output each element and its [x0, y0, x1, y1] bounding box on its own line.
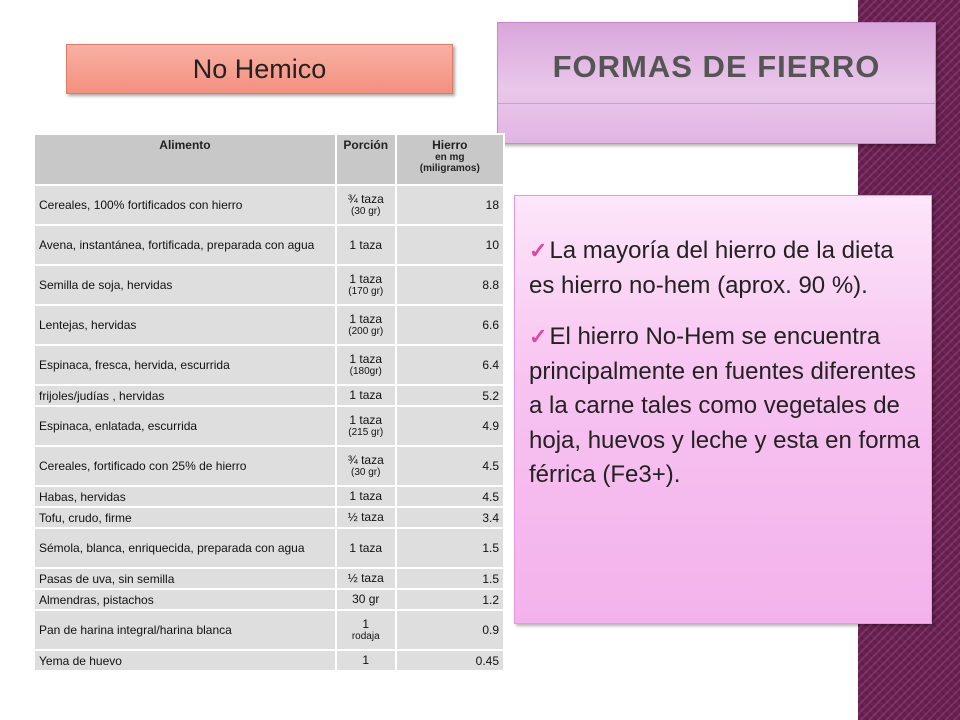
table-row: [35, 226, 503, 264]
cell-portion: [337, 266, 395, 304]
cell-portion: [337, 590, 395, 609]
cell-food: Cereales, fortificado con 25% de hierro: [35, 447, 335, 485]
cell-food: frijoles/judías , hervidas: [35, 386, 335, 405]
checkmark-icon: ✓: [529, 324, 548, 349]
cell-iron: 18: [397, 186, 503, 224]
iron-table-container: [33, 133, 505, 689]
cell-portion: [337, 508, 395, 527]
header-iron: [397, 135, 503, 184]
table-row: [35, 266, 503, 304]
table-body: [35, 186, 503, 670]
cell-food: Sémola, blanca, enriquecida, preparada con agua: [35, 529, 335, 567]
cell-portion: [337, 611, 395, 649]
cell-food: Lentejas, hervidas: [35, 306, 335, 344]
portion-amount: 1: [362, 653, 370, 667]
cell-iron: 4.9: [397, 407, 503, 445]
table-row: [35, 407, 503, 445]
cell-iron: 10: [397, 226, 503, 264]
header-portion: Porción: [337, 135, 395, 184]
cell-portion: [337, 386, 395, 405]
table-row: [35, 508, 503, 527]
table-row: [35, 447, 503, 485]
cell-iron: 5.2: [397, 386, 503, 405]
title-box: [497, 22, 936, 144]
cell-portion: [337, 651, 395, 670]
table-row: [35, 186, 503, 224]
cell-food: Pasas de uva, sin semilla: [35, 569, 335, 588]
table-row: [35, 529, 503, 567]
header-iron-label: Hierro: [432, 138, 468, 152]
checkmark-icon: ✓: [529, 238, 548, 263]
cell-iron: 0.9: [397, 611, 503, 649]
cell-portion: [337, 226, 395, 264]
bullet-text: El hierro No-Hem se encuentra principalmente en fuentes diferentes a la carne tales como vegetales de hoja, huevos y leche y esta en forma férrica (Fe3+).: [529, 323, 920, 488]
cell-food: Habas, hervidas: [35, 487, 335, 506]
cell-iron: 8.8: [397, 266, 503, 304]
portion-weight: rodaja: [351, 631, 380, 642]
cell-food: Almendras, pistachos: [35, 590, 335, 609]
table-row: [35, 386, 503, 405]
table-row: [35, 569, 503, 588]
cell-iron: 1.5: [397, 569, 503, 588]
portion-amount: 1 taza: [349, 352, 383, 366]
header-iron-unit-full: (miligramos): [419, 163, 480, 174]
portion-amount: ¾ taza: [347, 192, 384, 206]
cell-iron: 4.5: [397, 487, 503, 506]
header-food: Alimento: [35, 135, 335, 184]
table-row: [35, 346, 503, 384]
iron-table: [33, 133, 505, 672]
cell-food: Avena, instantánea, fortificada, preparada con agua: [35, 226, 335, 264]
portion-amount: 1 taza: [349, 388, 383, 402]
portion-amount: 1: [362, 617, 370, 631]
portion-amount: ½ taza: [347, 571, 384, 585]
subtitle-box: [66, 44, 453, 94]
portion-amount: 1 taza: [349, 540, 383, 555]
cell-portion: [337, 186, 395, 224]
cell-portion: [337, 407, 395, 445]
cell-food: Semilla de soja, hervidas: [35, 266, 335, 304]
table-row: [35, 651, 503, 670]
portion-amount: 1 taza: [349, 413, 383, 427]
portion-amount: ¾ taza: [347, 453, 384, 467]
header-iron-unit: en mg: [435, 152, 465, 163]
cell-iron: 3.4: [397, 508, 503, 527]
cell-food: Cereales, 100% fortificados con hierro: [35, 186, 335, 224]
cell-portion: [337, 529, 395, 567]
portion-weight: (170 gr): [348, 286, 384, 297]
cell-portion: [337, 447, 395, 485]
cell-portion: [337, 569, 395, 588]
bullet-item: [529, 320, 921, 493]
slide-subtitle: No Hemico: [192, 53, 327, 84]
cell-portion: [337, 306, 395, 344]
cell-iron: 0.45: [397, 651, 503, 670]
portion-amount: 30 gr: [352, 592, 380, 606]
content-box: [514, 195, 932, 624]
cell-iron: 6.6: [397, 306, 503, 344]
cell-portion: [337, 346, 395, 384]
table-header-row: [35, 135, 503, 184]
cell-food: Pan de harina integral/harina blanca: [35, 611, 335, 649]
portion-weight: (30 gr): [351, 467, 381, 478]
cell-food: Tofu, crudo, firme: [35, 508, 335, 527]
table-row: [35, 590, 503, 609]
cell-food: Yema de huevo: [35, 651, 335, 670]
slide-title: FORMAS DE FIERRO: [552, 49, 881, 84]
portion-weight: (200 gr): [348, 326, 384, 337]
portion-amount: 1 taza: [349, 489, 383, 503]
portion-weight: (215 gr): [348, 427, 384, 438]
bullet-list: [529, 234, 921, 510]
cell-iron: 6.4: [397, 346, 503, 384]
cell-iron: 4.5: [397, 447, 503, 485]
cell-portion: [337, 487, 395, 506]
portion-amount: 1 taza: [349, 272, 383, 286]
portion-weight: (180gr): [349, 366, 382, 377]
portion-weight: (30 gr): [351, 206, 381, 217]
cell-food: Espinaca, enlatada, escurrida: [35, 407, 335, 445]
cell-food: Espinaca, fresca, hervida, escurrida: [35, 346, 335, 384]
portion-amount: 1 taza: [349, 237, 383, 252]
cell-iron: 1.5: [397, 529, 503, 567]
bullet-text: La mayoría del hierro de la dieta es hierro no-hem (aprox. 90 %).: [529, 237, 894, 299]
portion-amount: ½ taza: [347, 510, 384, 524]
cell-iron: 1.2: [397, 590, 503, 609]
table-row: [35, 306, 503, 344]
bullet-item: [529, 234, 921, 303]
table-row: [35, 611, 503, 649]
title-divider: [498, 103, 935, 104]
portion-amount: 1 taza: [349, 312, 383, 326]
table-row: [35, 487, 503, 506]
